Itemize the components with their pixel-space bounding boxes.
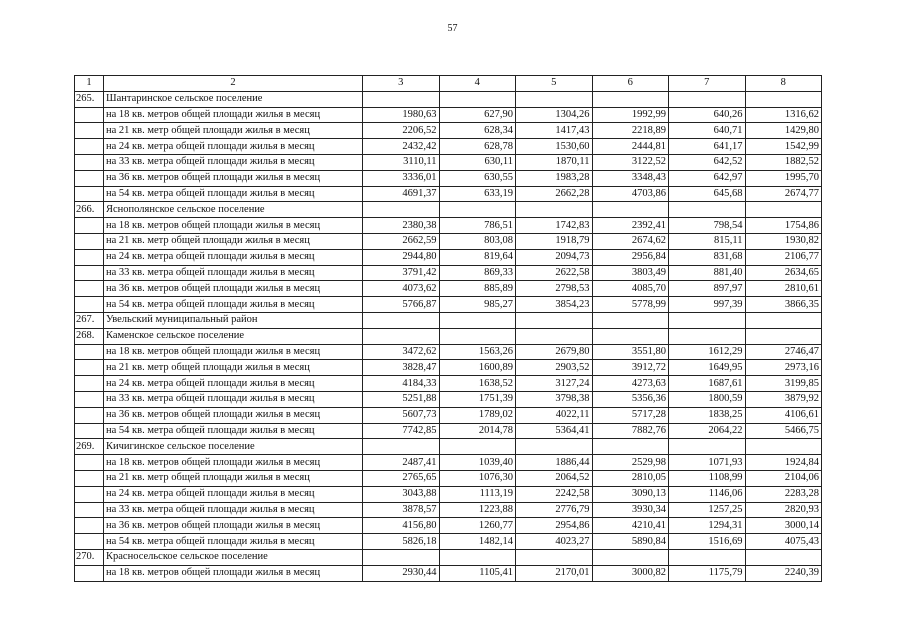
value-cell: 2104,06 — [745, 470, 822, 486]
settlement-name: Шантаринское сельское поселение — [104, 91, 363, 107]
settlement-row — [75, 549, 822, 565]
value-cell: 1995,70 — [745, 170, 822, 186]
table-row — [75, 186, 822, 202]
empty-cell — [669, 439, 746, 455]
empty-cell — [75, 344, 104, 360]
value-cell: 5364,41 — [516, 423, 593, 439]
value-cell: 3122,52 — [592, 154, 669, 170]
value-cell: 3879,92 — [745, 391, 822, 407]
value-cell: 4703,86 — [592, 186, 669, 202]
empty-cell — [75, 470, 104, 486]
value-cell: 1417,43 — [516, 123, 593, 139]
empty-cell — [592, 202, 669, 218]
empty-cell — [592, 91, 669, 107]
value-cell: 1175,79 — [669, 565, 746, 581]
row-number: 269. — [75, 439, 104, 455]
empty-cell — [363, 91, 440, 107]
value-cell: 786,51 — [439, 218, 516, 234]
area-label: на 54 кв. метра общей площади жилья в месяц — [104, 297, 363, 313]
value-cell: 1886,44 — [516, 455, 593, 471]
value-cell: 3110,11 — [363, 154, 440, 170]
value-cell: 645,68 — [669, 186, 746, 202]
value-cell: 1105,41 — [439, 565, 516, 581]
value-cell: 1983,28 — [516, 170, 593, 186]
empty-cell — [669, 202, 746, 218]
value-cell: 7882,76 — [592, 423, 669, 439]
value-cell: 4075,43 — [745, 534, 822, 550]
empty-cell — [745, 91, 822, 107]
value-cell: 3791,42 — [363, 265, 440, 281]
column-header: 5 — [516, 76, 593, 92]
table-row — [75, 486, 822, 502]
empty-cell — [592, 549, 669, 565]
value-cell: 881,40 — [669, 265, 746, 281]
value-cell: 2064,22 — [669, 423, 746, 439]
value-cell: 897,97 — [669, 281, 746, 297]
value-cell: 1294,31 — [669, 518, 746, 534]
value-cell: 4691,37 — [363, 186, 440, 202]
area-label: на 21 кв. метр общей площади жилья в месяц — [104, 123, 363, 139]
row-number: 270. — [75, 549, 104, 565]
value-cell: 2798,53 — [516, 281, 593, 297]
table-row — [75, 139, 822, 155]
empty-cell — [75, 297, 104, 313]
value-cell: 2392,41 — [592, 218, 669, 234]
empty-cell — [516, 549, 593, 565]
column-header: 4 — [439, 76, 516, 92]
table-row — [75, 170, 822, 186]
area-label: на 18 кв. метров общей площади жилья в месяц — [104, 107, 363, 123]
page-number: 57 — [447, 23, 458, 34]
value-cell: 1542,99 — [745, 139, 822, 155]
value-cell: 4184,33 — [363, 376, 440, 392]
value-cell: 5766,87 — [363, 297, 440, 313]
empty-cell — [75, 154, 104, 170]
value-cell: 2094,73 — [516, 249, 593, 265]
value-cell: 3798,38 — [516, 391, 593, 407]
value-cell: 2242,58 — [516, 486, 593, 502]
table-row — [75, 518, 822, 534]
value-cell: 1800,59 — [669, 391, 746, 407]
empty-cell — [75, 534, 104, 550]
empty-cell — [669, 91, 746, 107]
value-cell: 2432,42 — [363, 139, 440, 155]
value-cell: 3551,80 — [592, 344, 669, 360]
value-cell: 3912,72 — [592, 360, 669, 376]
area-label: на 33 кв. метра общей площади жилья в месяц — [104, 265, 363, 281]
value-cell: 2746,47 — [745, 344, 822, 360]
settlement-row — [75, 328, 822, 344]
empty-cell — [592, 328, 669, 344]
value-cell: 2956,84 — [592, 249, 669, 265]
value-cell: 3803,49 — [592, 265, 669, 281]
value-cell: 3336,01 — [363, 170, 440, 186]
empty-cell — [75, 123, 104, 139]
value-cell: 2674,77 — [745, 186, 822, 202]
empty-cell — [516, 312, 593, 328]
empty-cell — [75, 249, 104, 265]
value-cell: 2380,38 — [363, 218, 440, 234]
value-cell: 2218,89 — [592, 123, 669, 139]
value-cell: 642,97 — [669, 170, 746, 186]
value-cell: 1924,84 — [745, 455, 822, 471]
row-number: 268. — [75, 328, 104, 344]
value-cell: 2206,52 — [363, 123, 440, 139]
value-cell: 2622,58 — [516, 265, 593, 281]
area-label: на 36 кв. метров общей площади жилья в месяц — [104, 518, 363, 534]
value-cell: 2810,61 — [745, 281, 822, 297]
value-cell: 3199,85 — [745, 376, 822, 392]
column-header-row — [75, 76, 822, 92]
table-row — [75, 107, 822, 123]
empty-cell — [363, 202, 440, 218]
value-cell: 1039,40 — [439, 455, 516, 471]
table-row — [75, 502, 822, 518]
area-label: на 36 кв. метров общей площади жилья в месяц — [104, 407, 363, 423]
value-cell: 630,55 — [439, 170, 516, 186]
value-cell: 2106,77 — [745, 249, 822, 265]
empty-cell — [75, 423, 104, 439]
value-cell: 627,90 — [439, 107, 516, 123]
empty-cell — [669, 312, 746, 328]
table-row — [75, 565, 822, 581]
value-cell: 2954,86 — [516, 518, 593, 534]
value-cell: 2283,28 — [745, 486, 822, 502]
table-row — [75, 534, 822, 550]
value-cell: 2662,59 — [363, 233, 440, 249]
area-label: на 18 кв. метров общей площади жилья в месяц — [104, 344, 363, 360]
value-cell: 633,19 — [439, 186, 516, 202]
empty-cell — [439, 328, 516, 344]
value-cell: 1638,52 — [439, 376, 516, 392]
value-cell: 2944,80 — [363, 249, 440, 265]
empty-cell — [75, 170, 104, 186]
empty-cell — [745, 439, 822, 455]
value-cell: 985,27 — [439, 297, 516, 313]
value-cell: 1076,30 — [439, 470, 516, 486]
value-cell: 1789,02 — [439, 407, 516, 423]
empty-cell — [75, 107, 104, 123]
table-row — [75, 360, 822, 376]
area-label: на 33 кв. метра общей площади жилья в месяц — [104, 391, 363, 407]
value-cell: 3090,13 — [592, 486, 669, 502]
value-cell: 869,33 — [439, 265, 516, 281]
value-cell: 1742,83 — [516, 218, 593, 234]
area-label: на 21 кв. метр общей площади жилья в месяц — [104, 470, 363, 486]
area-label: на 54 кв. метра общей площади жилья в месяц — [104, 534, 363, 550]
value-cell: 5778,99 — [592, 297, 669, 313]
value-cell: 1612,29 — [669, 344, 746, 360]
value-cell: 2634,65 — [745, 265, 822, 281]
value-cell: 1649,95 — [669, 360, 746, 376]
area-label: на 24 кв. метра общей площади жилья в месяц — [104, 139, 363, 155]
area-label: на 24 кв. метра общей площади жилья в месяц — [104, 486, 363, 502]
table-row — [75, 281, 822, 297]
empty-cell — [75, 360, 104, 376]
empty-cell — [745, 312, 822, 328]
value-cell: 3000,14 — [745, 518, 822, 534]
area-label: на 33 кв. метра общей площади жилья в месяц — [104, 502, 363, 518]
value-cell: 2973,16 — [745, 360, 822, 376]
area-label: на 54 кв. метра общей площади жилья в месяц — [104, 186, 363, 202]
value-cell: 1992,99 — [592, 107, 669, 123]
settlement-name: Каменское сельское поселение — [104, 328, 363, 344]
empty-cell — [745, 328, 822, 344]
settlement-row — [75, 312, 822, 328]
value-cell: 5466,75 — [745, 423, 822, 439]
area-label: на 21 кв. метр общей площади жилья в месяц — [104, 360, 363, 376]
value-cell: 1516,69 — [669, 534, 746, 550]
table-row — [75, 297, 822, 313]
empty-cell — [363, 328, 440, 344]
value-cell: 2170,01 — [516, 565, 593, 581]
value-cell: 630,11 — [439, 154, 516, 170]
empty-cell — [75, 376, 104, 392]
value-cell: 2679,80 — [516, 344, 593, 360]
value-cell: 1882,52 — [745, 154, 822, 170]
value-cell: 1930,82 — [745, 233, 822, 249]
value-cell: 4085,70 — [592, 281, 669, 297]
empty-cell — [669, 328, 746, 344]
tariff-table — [74, 75, 822, 582]
empty-cell — [592, 312, 669, 328]
value-cell: 798,54 — [669, 218, 746, 234]
table-row — [75, 376, 822, 392]
value-cell: 3854,23 — [516, 297, 593, 313]
settlement-row — [75, 91, 822, 107]
empty-cell — [745, 202, 822, 218]
value-cell: 1146,06 — [669, 486, 746, 502]
value-cell: 1108,99 — [669, 470, 746, 486]
row-number: 267. — [75, 312, 104, 328]
table-body — [75, 76, 822, 582]
value-cell: 819,64 — [439, 249, 516, 265]
value-cell: 5607,73 — [363, 407, 440, 423]
value-cell: 3930,34 — [592, 502, 669, 518]
value-cell: 4022,11 — [516, 407, 593, 423]
value-cell: 1304,26 — [516, 107, 593, 123]
empty-cell — [439, 549, 516, 565]
empty-cell — [439, 439, 516, 455]
value-cell: 4156,80 — [363, 518, 440, 534]
table-row — [75, 470, 822, 486]
settlement-name: Красносельское сельское поселение — [104, 549, 363, 565]
value-cell: 2240,39 — [745, 565, 822, 581]
value-cell: 1838,25 — [669, 407, 746, 423]
value-cell: 2765,65 — [363, 470, 440, 486]
value-cell: 4106,61 — [745, 407, 822, 423]
empty-cell — [363, 549, 440, 565]
value-cell: 5826,18 — [363, 534, 440, 550]
empty-cell — [75, 455, 104, 471]
empty-cell — [363, 439, 440, 455]
settlement-row — [75, 439, 822, 455]
value-cell: 1687,61 — [669, 376, 746, 392]
table-row — [75, 407, 822, 423]
value-cell: 1223,88 — [439, 502, 516, 518]
value-cell: 5717,28 — [592, 407, 669, 423]
area-label: на 33 кв. метра общей площади жилья в месяц — [104, 154, 363, 170]
value-cell: 1563,26 — [439, 344, 516, 360]
empty-cell — [363, 312, 440, 328]
value-cell: 641,17 — [669, 139, 746, 155]
area-label: на 36 кв. метров общей площади жилья в месяц — [104, 281, 363, 297]
settlement-name: Увельский муниципальный район — [104, 312, 363, 328]
value-cell: 1918,79 — [516, 233, 593, 249]
value-cell: 1600,89 — [439, 360, 516, 376]
value-cell: 803,08 — [439, 233, 516, 249]
empty-cell — [745, 549, 822, 565]
value-cell: 1071,93 — [669, 455, 746, 471]
value-cell: 1870,11 — [516, 154, 593, 170]
value-cell: 642,52 — [669, 154, 746, 170]
area-label: на 24 кв. метра общей площади жилья в месяц — [104, 249, 363, 265]
value-cell: 2674,62 — [592, 233, 669, 249]
area-label: на 24 кв. метра общей площади жилья в месяц — [104, 376, 363, 392]
table-row — [75, 265, 822, 281]
value-cell: 2064,52 — [516, 470, 593, 486]
value-cell: 1316,62 — [745, 107, 822, 123]
value-cell: 3127,24 — [516, 376, 593, 392]
value-cell: 3472,62 — [363, 344, 440, 360]
value-cell: 3000,82 — [592, 565, 669, 581]
value-cell: 4073,62 — [363, 281, 440, 297]
area-label: на 18 кв. метров общей площади жилья в месяц — [104, 455, 363, 471]
value-cell: 815,11 — [669, 233, 746, 249]
value-cell: 1260,77 — [439, 518, 516, 534]
value-cell: 885,89 — [439, 281, 516, 297]
value-cell: 2776,79 — [516, 502, 593, 518]
table-row — [75, 455, 822, 471]
empty-cell — [516, 439, 593, 455]
table-row — [75, 344, 822, 360]
column-header: 6 — [592, 76, 669, 92]
table-row — [75, 249, 822, 265]
column-header: 3 — [363, 76, 440, 92]
value-cell: 4210,41 — [592, 518, 669, 534]
value-cell: 3878,57 — [363, 502, 440, 518]
area-label: на 54 кв. метра общей площади жилья в месяц — [104, 423, 363, 439]
empty-cell — [75, 265, 104, 281]
value-cell: 3866,35 — [745, 297, 822, 313]
empty-cell — [75, 281, 104, 297]
empty-cell — [75, 518, 104, 534]
empty-cell — [75, 407, 104, 423]
empty-cell — [75, 391, 104, 407]
empty-cell — [439, 91, 516, 107]
column-header: 1 — [75, 76, 104, 92]
value-cell: 1530,60 — [516, 139, 593, 155]
value-cell: 1257,25 — [669, 502, 746, 518]
value-cell: 7742,85 — [363, 423, 440, 439]
value-cell: 2810,05 — [592, 470, 669, 486]
value-cell: 1980,63 — [363, 107, 440, 123]
value-cell: 4273,63 — [592, 376, 669, 392]
column-header: 8 — [745, 76, 822, 92]
empty-cell — [75, 186, 104, 202]
value-cell: 2529,98 — [592, 455, 669, 471]
value-cell: 5251,88 — [363, 391, 440, 407]
value-cell: 831,68 — [669, 249, 746, 265]
column-header: 7 — [669, 76, 746, 92]
settlement-name: Яснополянское сельское поселение — [104, 202, 363, 218]
value-cell: 2930,44 — [363, 565, 440, 581]
value-cell: 997,39 — [669, 297, 746, 313]
empty-cell — [75, 233, 104, 249]
empty-cell — [592, 439, 669, 455]
empty-cell — [439, 312, 516, 328]
row-number: 265. — [75, 91, 104, 107]
value-cell: 628,78 — [439, 139, 516, 155]
area-label: на 18 кв. метров общей площади жилья в месяц — [104, 565, 363, 581]
value-cell: 3043,88 — [363, 486, 440, 502]
empty-cell — [669, 549, 746, 565]
empty-cell — [75, 218, 104, 234]
settlement-row — [75, 202, 822, 218]
value-cell: 2444,81 — [592, 139, 669, 155]
table-row — [75, 154, 822, 170]
empty-cell — [516, 328, 593, 344]
empty-cell — [516, 202, 593, 218]
column-header: 2 — [104, 76, 363, 92]
value-cell: 2487,41 — [363, 455, 440, 471]
value-cell: 1751,39 — [439, 391, 516, 407]
settlement-name: Кичигинское сельское поселение — [104, 439, 363, 455]
area-label: на 18 кв. метров общей площади жилья в месяц — [104, 218, 363, 234]
empty-cell — [516, 91, 593, 107]
empty-cell — [439, 202, 516, 218]
area-label: на 36 кв. метров общей площади жилья в месяц — [104, 170, 363, 186]
value-cell: 3828,47 — [363, 360, 440, 376]
value-cell: 3348,43 — [592, 170, 669, 186]
value-cell: 2820,93 — [745, 502, 822, 518]
value-cell: 1113,19 — [439, 486, 516, 502]
value-cell: 1482,14 — [439, 534, 516, 550]
value-cell: 5356,36 — [592, 391, 669, 407]
empty-cell — [75, 502, 104, 518]
table-row — [75, 218, 822, 234]
table-row — [75, 233, 822, 249]
value-cell: 1429,80 — [745, 123, 822, 139]
table-row — [75, 391, 822, 407]
value-cell: 5890,84 — [592, 534, 669, 550]
value-cell: 628,34 — [439, 123, 516, 139]
value-cell: 1754,86 — [745, 218, 822, 234]
area-label: на 21 кв. метр общей площади жилья в месяц — [104, 233, 363, 249]
value-cell: 640,26 — [669, 107, 746, 123]
value-cell: 2903,52 — [516, 360, 593, 376]
value-cell: 4023,27 — [516, 534, 593, 550]
empty-cell — [75, 486, 104, 502]
empty-cell — [75, 565, 104, 581]
value-cell: 2662,28 — [516, 186, 593, 202]
row-number: 266. — [75, 202, 104, 218]
table-row — [75, 123, 822, 139]
value-cell: 2014,78 — [439, 423, 516, 439]
value-cell: 640,71 — [669, 123, 746, 139]
table-row — [75, 423, 822, 439]
empty-cell — [75, 139, 104, 155]
